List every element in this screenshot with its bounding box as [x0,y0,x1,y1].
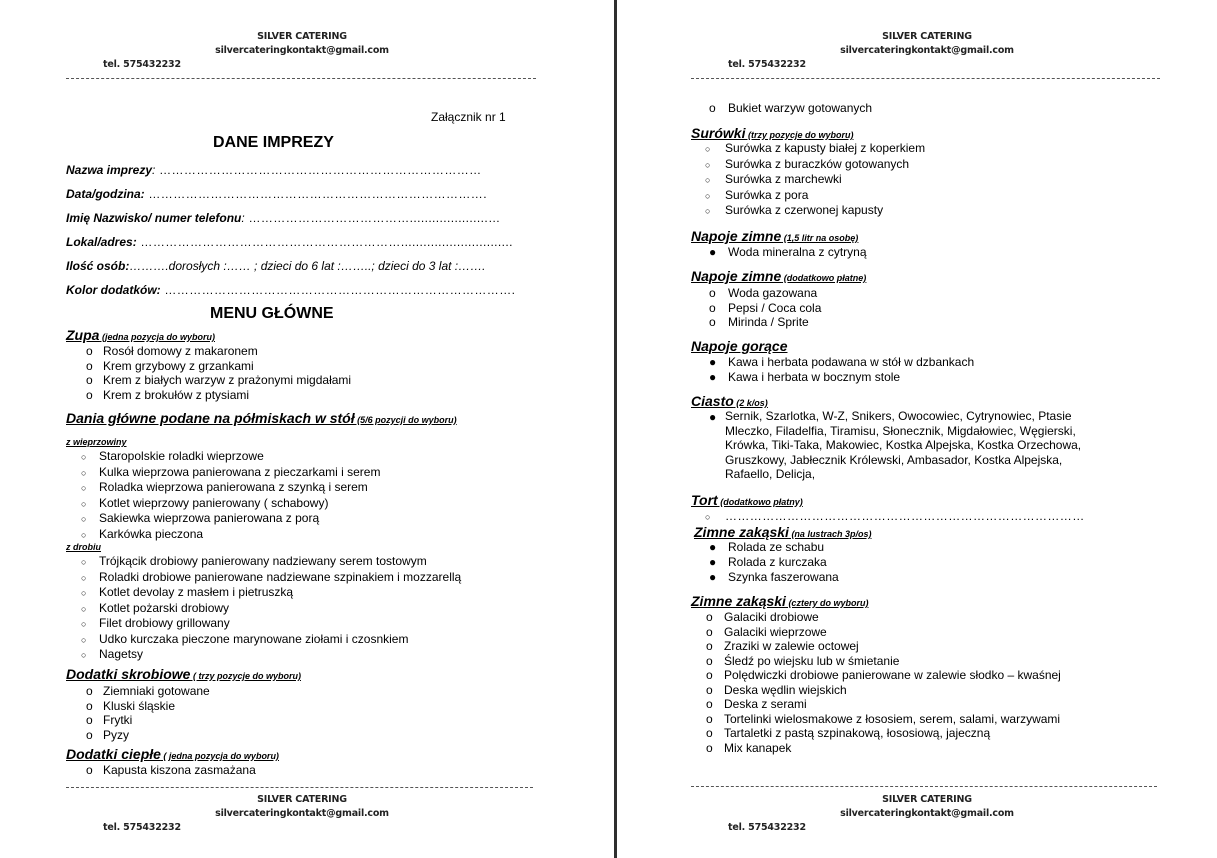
item-text: Tartaletki z pastą szpinakową, łososiową, jajeczną [724,726,991,740]
list-item [706,682,847,698]
list-item [86,713,133,728]
list-item [709,570,839,585]
circle-bullet-icon: ○ [81,467,87,478]
item-text: Ziemniaki gotowane [103,684,210,698]
item-text: Tortelinki wielosmakowe z łososiem, serem, salami, warzywami [724,711,1061,726]
footer-divider [66,787,533,788]
circle-bullet-icon: o [706,653,713,668]
item-text: Galaciki wieprzowe [724,624,827,639]
field-label: Data/godzina: [66,187,145,201]
section-heading-tort [691,492,803,508]
list-item [709,286,818,301]
item-text: Galaciki drobiowe [724,610,819,624]
circle-bullet-icon: o [86,727,93,742]
field-label: Lokal/adres: [66,235,137,249]
section-title: Napoje gorące [691,338,788,354]
item-text: Kotlet wieprzowy panierowany ( schabowy) [99,495,329,510]
item-text: Udko kurczaka pieczone marynowane ziołami i czosnkiem [99,631,409,646]
list-item [706,668,1061,683]
circle-bullet-icon: ○ [81,498,87,509]
section-heading-hot-drinks [691,338,787,354]
company-email: silvercateringkontakt@gmail.com [215,45,389,56]
list-item [706,624,827,640]
circle-bullet-icon: o [706,740,713,755]
list-item [706,726,991,741]
item-text: Surówka z pora [725,187,809,202]
section-note: (na lustrach 3p/os) [788,529,872,539]
list-item [706,697,807,712]
list-item [706,639,859,654]
section-note: (cztery do wyboru) [785,598,869,608]
company-name: SILVER CATERING [257,31,347,42]
item-text: Kulka wieprzowa panierowana z pieczarkami i serem [99,464,381,479]
footer-divider [691,786,1157,787]
bullet-icon: ● [709,555,717,569]
field-blank: …………………………………………………………………………. [160,283,516,297]
item-text: Śledź po wiejsku lub w śmietanie [724,653,900,668]
section-note: ( jedna pozycja do wyboru) [160,751,279,761]
main-menu-title: MENU GŁÓWNE [210,305,334,322]
circle-bullet-icon: ○ [705,144,711,154]
item-text: Deska wędlin wiejskich [724,682,847,697]
form-field-name-phone[interactable] [66,211,500,225]
circle-bullet-icon: ○ [705,512,711,522]
item-text: Krem z białych warzyw z prażonymi migdałami [103,373,352,387]
circle-bullet-icon: ○ [81,634,87,645]
list-item [706,653,900,669]
circle-bullet-icon: ○ [705,159,711,170]
circle-bullet-icon: o [706,726,713,740]
section-note: (dodatkowo płatny) [717,497,803,507]
circle-bullet-icon: ○ [705,206,711,216]
item-text: Bukiet warzyw gotowanych [728,101,873,115]
section-title: Dodatki ciepłe [66,746,161,762]
item-text: Filet drobiowy grillowany [99,616,230,630]
circle-bullet-icon: o [706,682,713,697]
list-item [86,727,130,743]
circle-bullet-icon: o [709,300,716,315]
section-note: (5/6 pozycji do wyboru) [354,415,457,425]
section-heading-paid-cold-drinks [691,268,866,284]
section-title: Zimne zakąski [691,593,786,609]
form-field-date-time[interactable] [66,187,487,201]
subcategory-pork: z wieprzowiny [66,437,127,447]
item-text: Deska z serami [724,697,807,711]
circle-bullet-icon: ○ [81,619,87,629]
list-item [709,370,901,385]
circle-bullet-icon: o [86,358,93,373]
item-text: Roladki drobiowe panierowane nadziewane szpinakiem i mozzarellą [99,569,462,584]
bullet-icon: ● [709,570,717,584]
item-text: Rolada z kurczaka [728,555,827,569]
field-blank: ………………………………………………………………………. [144,187,487,201]
item-text: Kotlet devolay z masłem i pietruszką [99,585,294,599]
list-item [86,684,210,699]
item-text: Trójkącik drobiowy panierowany nadziewany serem tostowym [99,554,427,568]
list-item [86,763,256,778]
bullet-icon: ● [709,410,717,424]
header-divider [66,78,536,79]
item-text: Woda gazowana [728,286,818,300]
circle-bullet-icon: o [86,684,93,698]
section-heading-cold-appetizers-choice [691,593,868,609]
circle-bullet-icon: ○ [81,452,87,462]
section-title: Dodatki skrobiowe [66,666,191,682]
item-text: Krem grzybowy z grzankami [103,358,254,373]
subcategory-poultry: z drobiu [66,542,101,552]
circle-bullet-icon: o [86,698,93,713]
section-title: Zimne zakąski [694,524,789,540]
item-text: Polędwiczki drobiowe panierowane w zalewie słodko – kwaśnej [724,668,1061,682]
circle-bullet-icon: ○ [705,190,711,201]
company-email: silvercateringkontakt@gmail.com [840,45,1014,56]
section-heading-soup [66,327,215,343]
circle-bullet-icon: ○ [81,603,87,614]
item-text: Kawa i herbata podawana w stół w dzbankach [728,355,975,369]
field-label: Nazwa imprezy [66,163,153,177]
section-title: Zupa [66,327,100,343]
list-item [86,344,258,359]
bullet-icon: ● [709,355,717,369]
document-page-2 [617,0,1217,858]
section-title: Napoje zimne [691,228,782,244]
field-suffix: : [152,163,156,177]
list-item [709,355,975,370]
section-title: Tort [691,492,718,508]
circle-bullet-icon: o [86,713,93,727]
circle-bullet-icon: o [86,344,93,358]
circle-bullet-icon: ○ [81,557,87,567]
list-item [709,315,809,330]
circle-bullet-icon: o [706,624,713,639]
item-text: Krem z brokułów z ptysiami [103,387,250,402]
list-item [86,698,176,714]
section-heading-main-dishes [66,410,457,426]
form-field-event-name[interactable] [66,163,482,177]
form-field-guest-count[interactable] [66,259,485,273]
item-text: Sakiewka wieprzowa panierowana z porą [99,511,320,525]
company-phone: tel. 575432232 [103,59,181,70]
circle-bullet-icon: o [706,610,713,624]
item-text: Pepsi / Coca cola [728,300,822,315]
section-note: (1,5 litr na osobę) [781,233,859,243]
circle-bullet-icon: ○ [81,514,87,524]
list-item [709,101,873,116]
section-heading-warm-sides [66,746,279,762]
field-suffix: : [241,211,245,225]
list-item [86,387,250,403]
circle-bullet-icon: o [706,668,713,682]
circle-bullet-icon: o [86,763,93,777]
section-heading-salads [691,125,853,141]
section-note: (dodatkowo płatne) [781,273,867,283]
company-phone: tel. 575432232 [103,822,181,833]
section-note: (trzy pozycje do wyboru) [745,130,854,140]
item-text: Mix kanapek [724,740,792,755]
company-phone: tel. 575432232 [728,822,806,833]
section-note: (2 k/os) [733,398,768,408]
bullet-icon: ● [709,370,717,384]
list-item [709,540,825,555]
item-text: Mirinda / Sprite [728,315,809,329]
item-text: Roladka wieprzowa panierowana z szynką i serem [99,480,368,494]
company-email: silvercateringkontakt@gmail.com [840,808,1014,819]
field-label: Ilość osób: [66,259,130,273]
section-title: Ciasto [691,393,734,409]
item-text: Surówka z kapusty białej z koperkiem [725,141,926,155]
circle-bullet-icon: ○ [705,175,711,185]
item-text: Kotlet pożarski drobiowy [99,600,230,615]
section-heading-cold-appetizers-platters [694,524,871,540]
circle-bullet-icon: o [709,101,716,115]
attachment-label: Załącznik nr 1 [431,110,506,124]
item-text: Rosół domowy z makaronem [103,344,258,358]
field-blank: …………………………………………………………………… [155,163,482,177]
field-label: Imię Nazwisko/ numer telefonu [66,211,242,225]
list-item [709,300,822,316]
section-heading-starch-sides [66,666,301,682]
item-text: Surówka z czerwonej kapusty [725,203,884,217]
list-item [706,711,1061,727]
item-text: Kapusta kiszona zasmażana [103,763,256,777]
section-heading-cake [691,393,768,409]
circle-bullet-icon: o [709,315,716,329]
company-phone: tel. 575432232 [728,59,806,70]
item-text: Rolada ze schabu [728,540,825,554]
circle-bullet-icon: o [86,373,93,387]
circle-bullet-icon: o [709,286,716,300]
circle-bullet-icon: ○ [81,483,87,493]
company-name: SILVER CATERING [882,31,972,42]
circle-bullet-icon: ○ [81,588,87,598]
tort-blank: …………………………………………………………………………… [725,509,1085,523]
item-text: Frytki [103,713,133,727]
list-item [706,740,792,756]
field-label: Kolor dodatków: [66,283,161,297]
bullet-icon: ● [709,540,717,554]
form-field-accent-color[interactable] [66,283,515,297]
item-text: Pyzy [103,727,130,742]
form-field-venue[interactable] [66,235,513,249]
field-blank: ………………………………….....................… [244,211,501,225]
item-text: Karkówka pieczona [99,526,204,541]
circle-bullet-icon: ○ [81,572,87,583]
item-text: Nagetsy [99,647,144,661]
company-name: SILVER CATERING [882,794,972,805]
section-title: Surówki [691,125,746,141]
item-text: Woda mineralna z cytryną [728,245,867,259]
circle-bullet-icon: o [706,639,713,653]
list-item [706,610,819,625]
item-text: Kawa i herbata w bocznym stole [728,370,901,384]
item-text: Kluski śląskie [103,698,176,713]
section-title: Napoje zimne [691,268,782,284]
field-blank: ……………………………………………………….............................. [136,235,513,249]
cake-varieties: Sernik, Szarlotka, W-Z, Snikers, Owocowiec, Cytrynowiec, Ptasie Mleczko, Filadelfia, Tiramisu, Słonecznik, Migdałowiec, Węgierski, Krówka, Tiki-Taka, Makowiec, Kostka Alpejska, Kostka Orzechowa, Gruszkowy, Jabłecznik Królewski, Ambasador, Kostka Alpejska, Rafaello, Delicja, [725,409,1082,481]
list-item [709,555,827,570]
circle-bullet-icon: ○ [81,650,87,660]
item-text: Surówka z marchewki [725,172,842,186]
list-item [86,358,254,374]
list-item [86,373,352,388]
circle-bullet-icon: o [86,387,93,402]
item-text: Szynka faszerowana [728,570,839,584]
item-text: Staropolskie roladki wieprzowe [99,449,264,463]
header-divider [691,78,1160,79]
section-title: Dania główne podane na półmiskach w stół [66,410,355,426]
section-heading-cold-drinks [691,228,858,244]
company-name: SILVER CATERING [257,794,347,805]
field-blank: ……….dorosłych :…… ; dzieci do 6 lat :……..; dzieci do 3 lat :……. [129,259,486,273]
bullet-icon: ● [709,245,717,259]
section-note: (jedna pozycja do wyboru) [99,332,215,342]
item-text: Surówka z buraczków gotowanych [725,156,910,171]
section-note: ( trzy pozycje do wyboru) [190,671,301,681]
circle-bullet-icon: o [706,711,713,726]
circle-bullet-icon: o [706,697,713,711]
company-email: silvercateringkontakt@gmail.com [215,808,389,819]
list-item [709,245,867,260]
item-text: Zraziki w zalewie octowej [724,639,859,653]
circle-bullet-icon: ○ [81,529,87,540]
event-data-title: DANE IMPREZY [213,134,334,151]
